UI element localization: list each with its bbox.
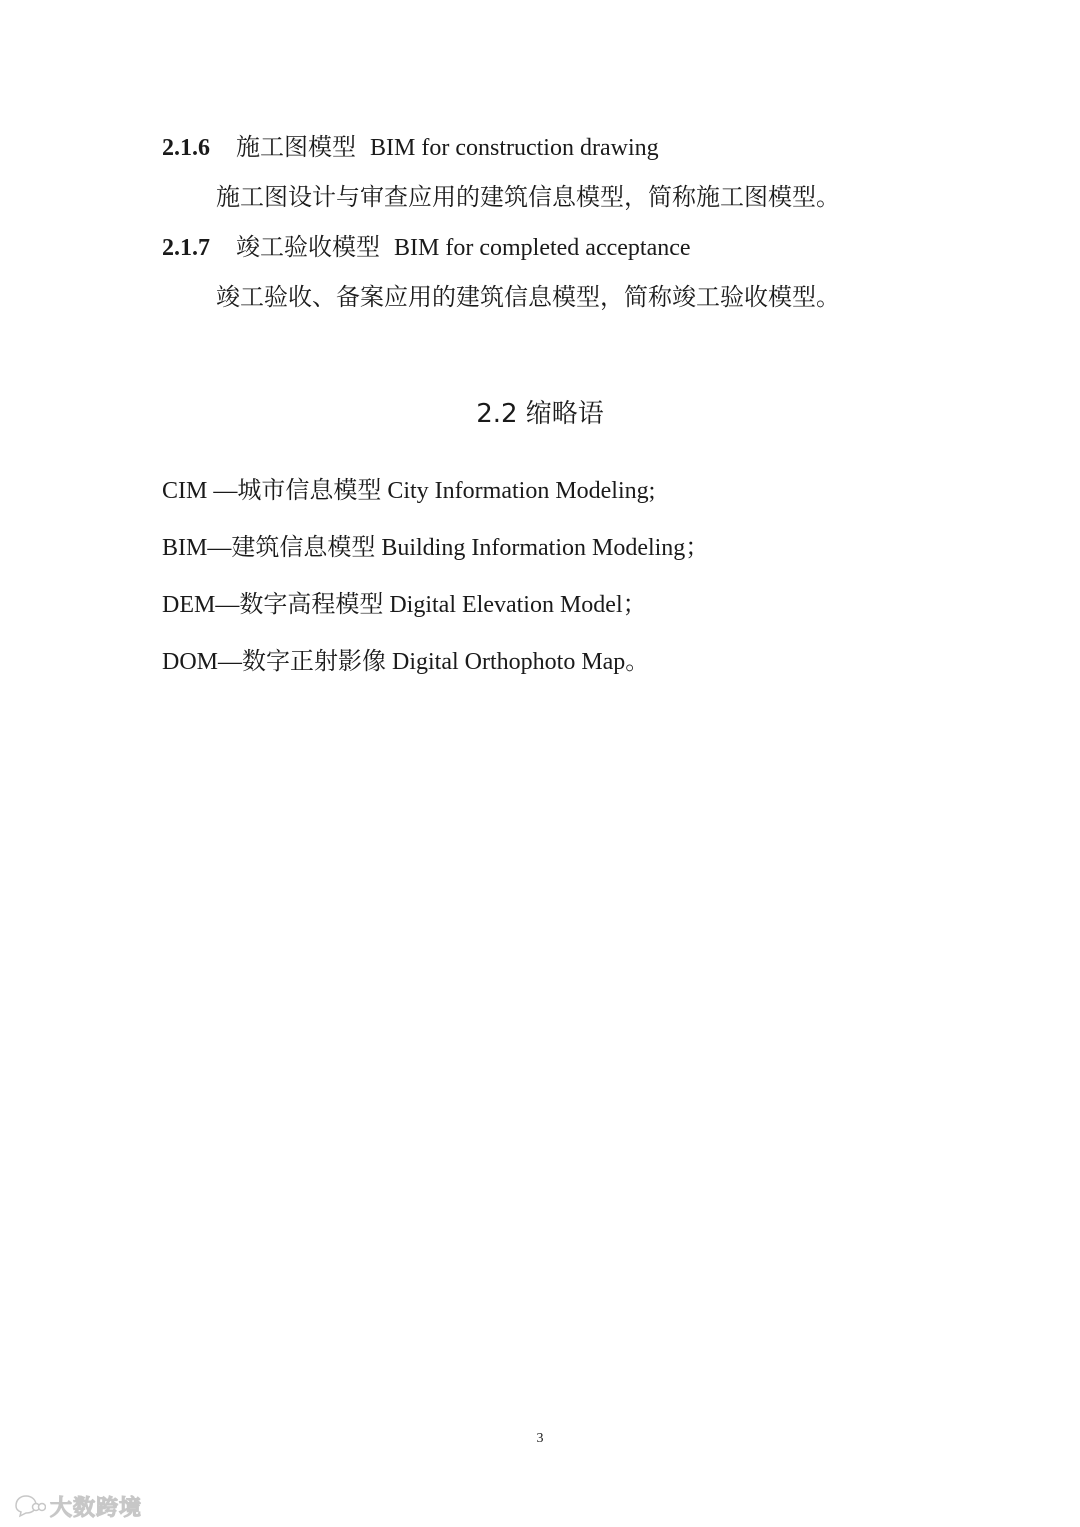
watermark-text: 大数跨境 [50, 1495, 143, 1521]
term-heading-2-1-6 [162, 133, 659, 163]
term-definition-2-1-7: 竣工验收、备案应用的建筑信息模型，简称竣工验收模型。 [216, 285, 840, 311]
section-heading: 2.2 缩略语 [476, 399, 604, 429]
page-number: 3 [536, 1431, 544, 1446]
watermark [12, 1490, 142, 1522]
term-name-cn: 施工图模型 [236, 135, 356, 161]
term-definition-2-1-6: 施工图设计与审查应用的建筑信息模型，简称施工图模型。 [216, 185, 840, 211]
term-heading-2-1-7 [162, 233, 691, 263]
abbreviation-item: DOM—数字正射影像 Digital Orthophoto Map。 [162, 649, 650, 675]
term-name-en: BIM for completed acceptance [394, 235, 691, 261]
term-number: 2.1.7 [162, 235, 210, 261]
chat-bubble-logo-icon [12, 1494, 46, 1518]
term-name-cn: 竣工验收模型 [236, 235, 380, 261]
abbreviation-item: CIM —城市信息模型 City Information Modeling; [162, 478, 656, 504]
term-number: 2.1.6 [162, 135, 210, 161]
abbreviation-item: BIM—建筑信息模型 Building Information Modeling； [162, 535, 710, 561]
term-name-en: BIM for construction drawing [370, 135, 659, 161]
abbreviation-item: DEM—数字高程模型 Digital Elevation Model； [162, 592, 647, 618]
